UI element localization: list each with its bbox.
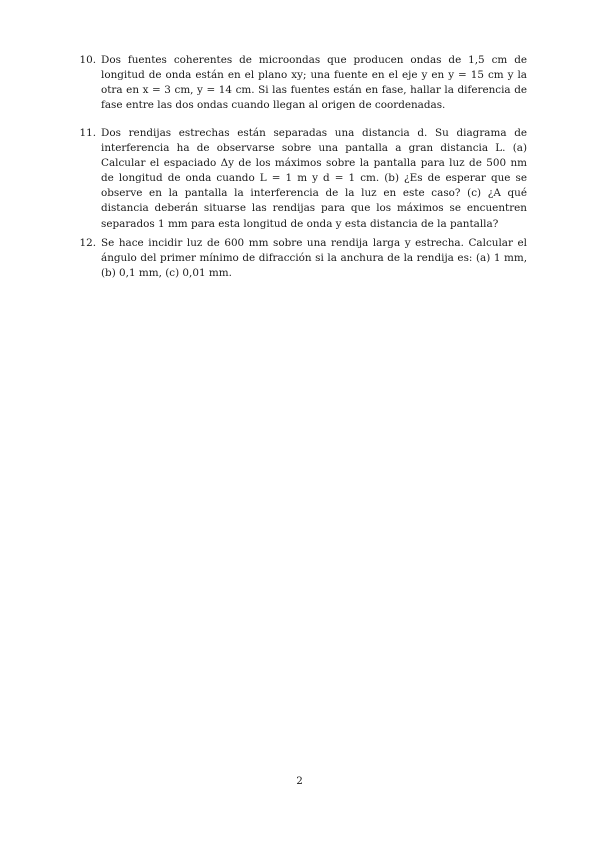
page-number: 2 xyxy=(296,775,303,787)
problem-number: 11. xyxy=(79,127,96,139)
problem-10 xyxy=(79,53,527,113)
problem-text: Dos rendijas estrechas están separadas una distancia d. Su diagrama de interferencia ha de observarse sobre una pantalla a gran distancia L. (a) Calcular el espaciado Δy de los máximos sobre la pantalla para luz de 500 nm de longitud de onda cuando L = 1 m y d = 1 cm. (b) ¿Es de esperar que se observe en la pantalla la interferencia de la luz en este caso? (c) ¿A qué distancia deberán situarse las rendijas para que los máximos se encuentren separados 1 mm para esta longitud de onda y esta distancia de la pantalla? xyxy=(101,127,527,230)
problem-12 xyxy=(79,236,527,281)
problem-number: 12. xyxy=(79,237,96,249)
problem-number: 10. xyxy=(79,54,96,66)
problem-11 xyxy=(79,126,527,232)
problem-text: Se hace incidir luz de 600 mm sobre una rendija larga y estrecha. Calcular el ángulo del primer mínimo de difracción si la anchura de la rendija es: (a) 1 mm, (b) 0,1 mm, (c) 0,01 mm. xyxy=(101,237,527,280)
problem-text: Dos fuentes coherentes de microondas que producen ondas de 1,5 cm de longitud de onda están en el plano xy; una fuente en el eje y en y = 15 cm y la otra en x = 3 cm, y = 14 cm. Si las fuentes están en fase, hallar la diferencia de fase entre las dos ondas cuando llegan al origen de coordenadas. xyxy=(101,54,527,112)
